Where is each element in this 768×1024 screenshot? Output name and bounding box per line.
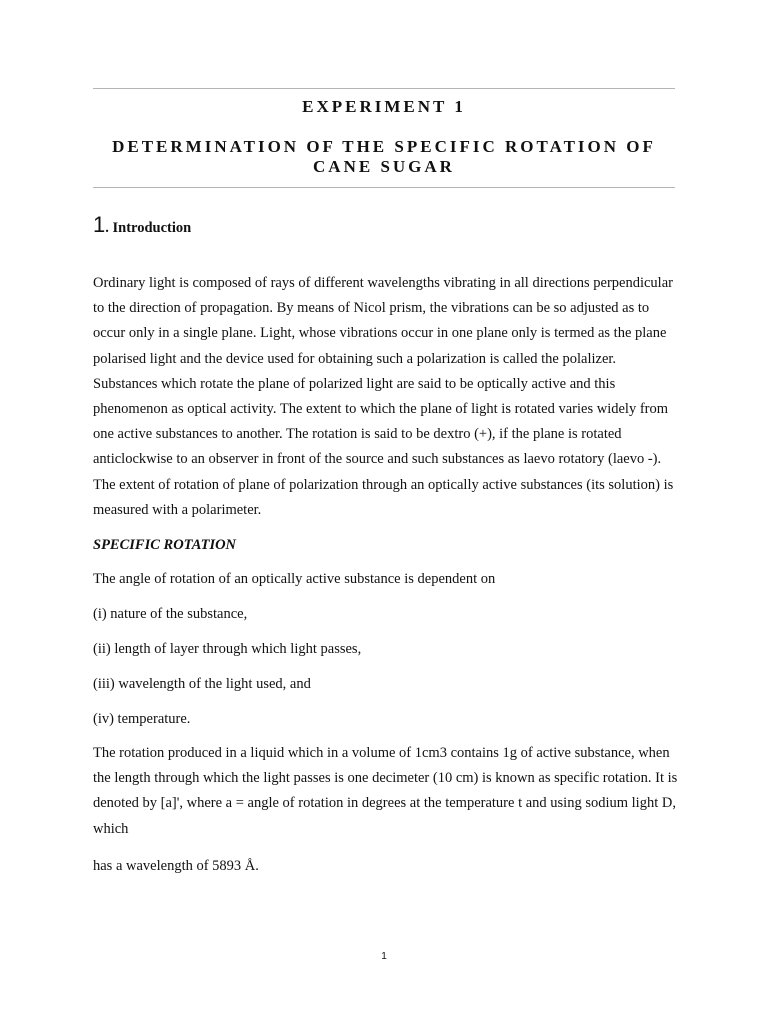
bottom-divider <box>93 187 675 188</box>
section-title: . Introduction <box>105 220 192 236</box>
introduction-paragraph: Ordinary light is composed of rays of different wavelengths vibrating in all directions perpendicular to the direction of propagation. By means of Nicol prism, the vibrations can be so adjusted as to occur only in a single plane. Light, whose vibrations occur in one plane only is termed as the plane polarised light and the device used for obtaining such a polarization is called the polalizer. Substances which rotate the plane of polarized light are said to be optically active and this phenomenon as optical activity. The extent to which the plane of light is rotated varies widely from one active substances to another. The rotation is said to be dextro (+), if the plane is rotated anticlockwise to an observer in front of the source and such substances as laevo rotatory (laevo -). The extent of rotation of plane of polarization through an optically active substances (its solution) is measured with a polarimeter. <box>93 275 674 518</box>
section-number: 1 <box>93 212 106 237</box>
specific-rotation-heading: SPECIFIC ROTATION <box>93 537 237 553</box>
factor-item: (i) nature of the substance, <box>93 606 248 622</box>
section-heading-introduction <box>93 212 191 241</box>
specific-rotation-definition: The rotation produced in a liquid which in a volume of 1cm3 contains 1g of active substance, when the length through which the light passes is one decimeter (10 cm) is known as specific rotation. It is denoted by [a]', where a = angle of rotation in degrees at the temperature t and using sodium light D, which <box>93 745 678 837</box>
factor-item: (ii) length of layer through which light passes, <box>93 641 362 657</box>
experiment-title: EXPERIMENT 1 <box>302 97 466 116</box>
page-number: 1 <box>381 951 387 962</box>
top-divider <box>93 88 675 89</box>
wavelength-line: has a wavelength of 5893 Å. <box>93 858 259 874</box>
experiment-subtitle: DETERMINATION OF THE SPECIFIC ROTATION OF CANE SUGAR <box>112 137 656 176</box>
factor-item: (iv) temperature. <box>93 711 191 727</box>
dependency-intro: The angle of rotation of an optically active substance is dependent on <box>93 571 496 587</box>
factor-item: (iii) wavelength of the light used, and <box>93 676 311 692</box>
